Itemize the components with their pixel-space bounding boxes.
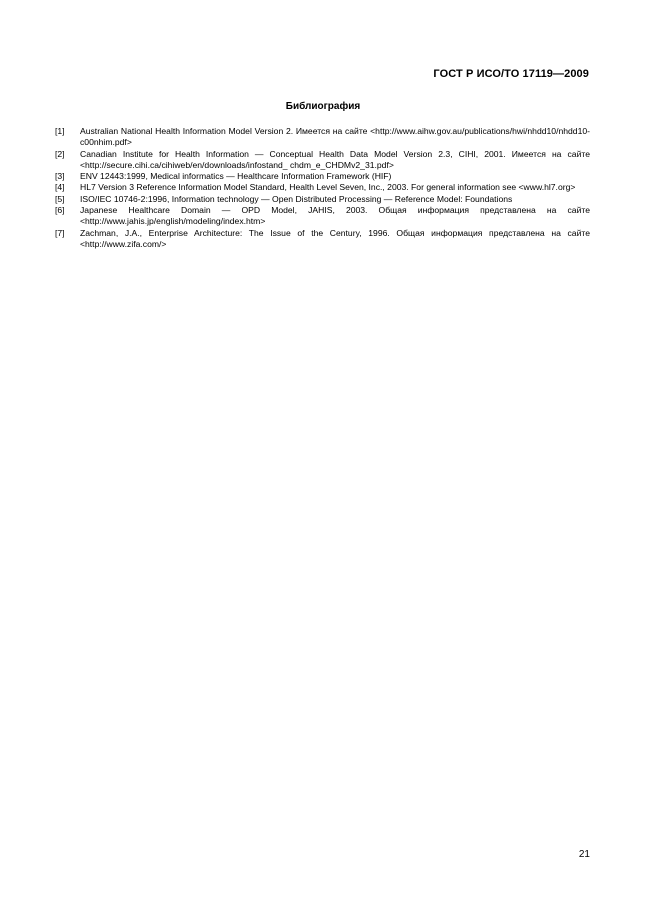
entry-number: [1] (55, 126, 65, 136)
entry-number: [5] (55, 193, 65, 204)
entry-text: Canadian Institute for Health Information — Conceptual Health Data Model Version 2.3, CIHI, 2001. Имеется на сайте <http://secure.cihi.ca/cihiweb/en/downloads/infostand_ chdm_e_CHDMv2_31.pdf> (80, 148, 590, 170)
bibliography-entry-6 (55, 205, 590, 228)
entry-number: [2] (55, 148, 65, 159)
bibliography-entry-5 (55, 194, 590, 205)
entry-number: [7] (55, 227, 65, 238)
entry-text: Australian National Health Information Model Version 2. Имеется на сайте <http://www.aihw.gov.au/publications/hwi/nhdd10/nhdd10-c00nhim.pdf> (80, 126, 590, 148)
bibliography-title: Библиография (285, 101, 361, 112)
bibliography-entry-2 (55, 149, 590, 172)
entry-number: [6] (55, 205, 65, 216)
page-number: 21 (578, 849, 590, 860)
bibliography-entry-3 (55, 171, 590, 182)
entry-text: Japanese Healthcare Domain — OPD Model, JAHIS, 2003. Общая информация представлена на сайте <http://www.jahis.jp/english/modeling/index.htm> (80, 205, 590, 227)
entry-number: [4] (55, 182, 65, 193)
standard-designation: ГОСТ Р ИСО/ТО 17119—2009 (433, 68, 589, 80)
bibliography-entry-1 (55, 126, 590, 149)
entry-text: Zachman, J.A., Enterprise Architecture: The Issue of the Century, 1996. Общая информация представлена на сайте <http://www.zifa.com/> (80, 227, 590, 249)
entry-text: ENV 12443:1999, Medical informatics — Healthcare Information Framework (HIF) (80, 171, 392, 182)
entry-text: HL7 Version 3 Reference Information Model Standard, Health Level Seven, Inc., 2003. For general information see <www.hl7.org> (80, 182, 576, 193)
entry-number: [3] (55, 171, 65, 182)
entry-text: ISO/IEC 10746-2:1996, Information technology — Open Distributed Processing — Reference Model: Foundations (80, 193, 513, 204)
bibliography-list (55, 126, 590, 250)
bibliography-entry-7 (55, 228, 590, 251)
bibliography-entry-4 (55, 182, 590, 193)
